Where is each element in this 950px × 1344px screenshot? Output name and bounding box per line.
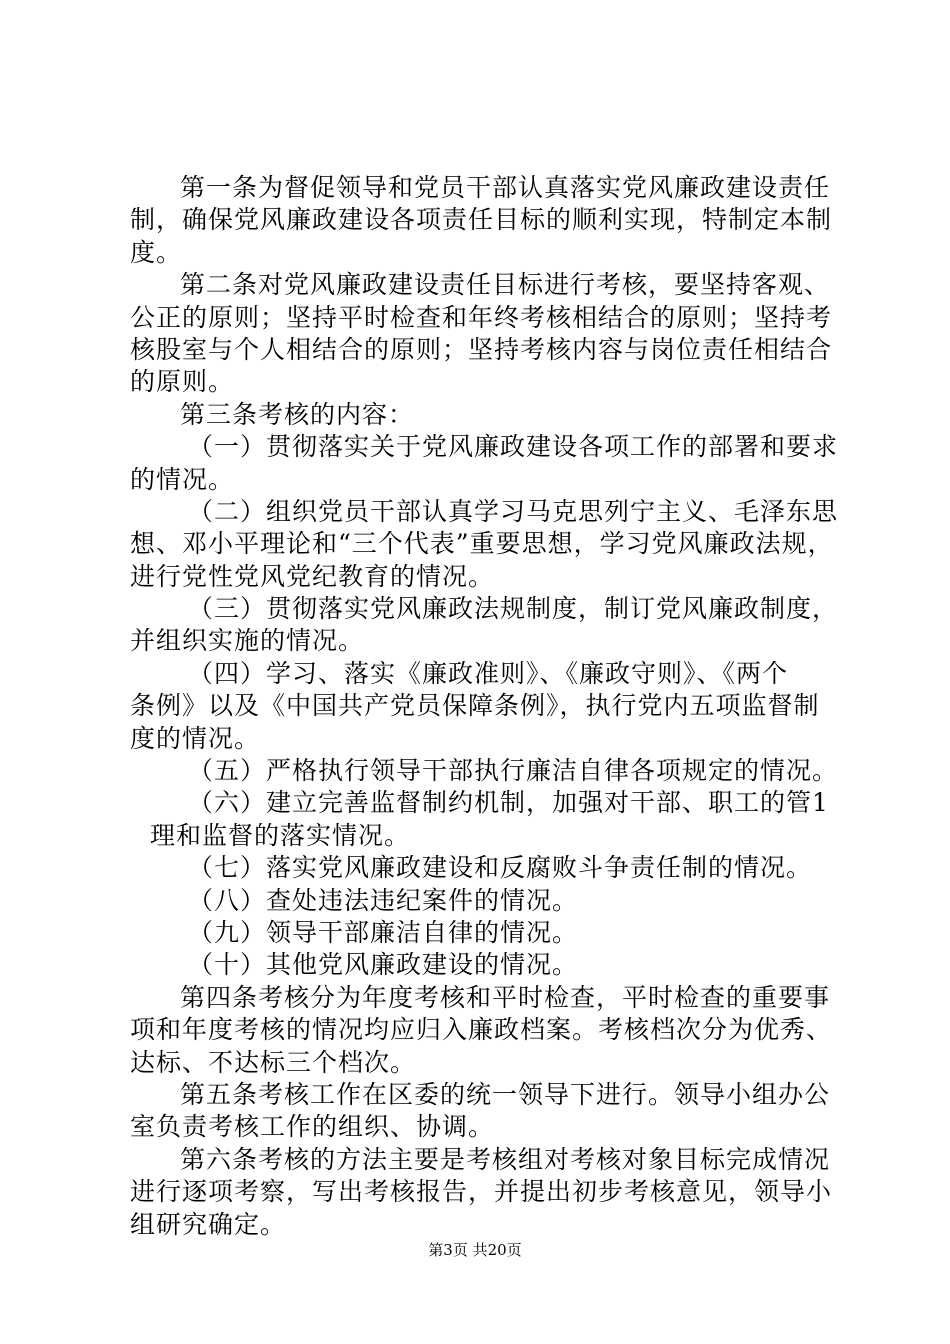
text-line: 第二条对党风廉政建设责任目标进行考核，要坚持客观、 xyxy=(180,270,831,300)
text-line: （七）落实党风廉政建设和反腐败斗争责任制的情况。 xyxy=(188,853,813,883)
text-line: 第四条考核分为年度考核和平时检查，平时检查的重要事 xyxy=(180,982,831,1012)
text-line: 第六条考核的方法主要是考核组对考核对象目标完成情况 xyxy=(180,1144,831,1174)
text-line: （十）其他党风廉政建设的情况。 xyxy=(188,950,579,980)
text-line: （一）贯彻落实关于党风廉政建设各项工作的部署和要求 xyxy=(188,432,839,462)
document-body xyxy=(130,172,842,1241)
text-line: 并组织实施的情况。 xyxy=(130,626,365,656)
text-line: 理和监督的落实情况。 xyxy=(150,820,411,850)
text-line: 第三条考核的内容： xyxy=(180,399,415,429)
text-line: 的原则。 xyxy=(130,367,235,397)
text-line: （八）查处违法违纪案件的情况。 xyxy=(188,885,579,915)
text-line: 达标、不达标三个档次。 xyxy=(130,1047,417,1077)
text-line: 想、邓小平理论和“三个代表”重要思想，学习党风廉政法规， xyxy=(130,529,834,559)
text-line: （六）建立完善监督制约机制，加强对干部、职工的管1 xyxy=(188,788,829,818)
text-line: 室负责考核工作的组织、协调。 xyxy=(130,1112,495,1142)
text-line: 公正的原则；坚持平时检查和年终考核相结合的原则；坚持考 xyxy=(130,302,833,332)
text-line: （三）贯彻落实党风廉政法规制度，制订党风廉政制度， xyxy=(188,594,839,624)
text-line: 第一条为督促领导和党员干部认真落实党风廉政建设责任 xyxy=(180,173,831,202)
text-line: （五）严格执行领导干部执行廉洁自律各项规定的情况。 xyxy=(188,756,839,786)
text-line: （二）组织党员干部认真学习马克思列宁主义、毛泽东思 xyxy=(188,496,839,526)
text-line: 进行逐项考察，写出考核报告，并提出初步考核意见，领导小 xyxy=(130,1177,833,1207)
text-line: 项和年度考核的情况均应归入廉政档案。考核档次分为优秀、 xyxy=(130,1015,833,1045)
text-line: （四）学习、落实《廉政准则》、《廉政守则》、《两个 xyxy=(188,658,789,688)
text-line: 制，确保党风廉政建设各项责任目标的顺利实现，特制定本制 xyxy=(130,205,833,235)
page-number-footer: 第3页 共20页 xyxy=(428,1241,522,1259)
text-line: 核股室与个人相结合的原则；坚持考核内容与岗位责任相结合 xyxy=(130,334,833,364)
text-line: 进行党性党风党纪教育的情况。 xyxy=(130,561,495,591)
text-line: 度。 xyxy=(130,237,183,267)
text-line: 第五条考核工作在区委的统一领导下进行。领导小组办公 xyxy=(180,1079,831,1109)
text-line: （九）领导干部廉洁自律的情况。 xyxy=(188,917,579,947)
text-line: 条例》以及《中国共产党员保障条例》，执行党内五项监督制 xyxy=(130,691,820,721)
text-line: 的情况。 xyxy=(130,464,235,494)
text-line: 度的情况。 xyxy=(130,723,261,753)
text-line: 组研究确定。 xyxy=(130,1209,287,1239)
